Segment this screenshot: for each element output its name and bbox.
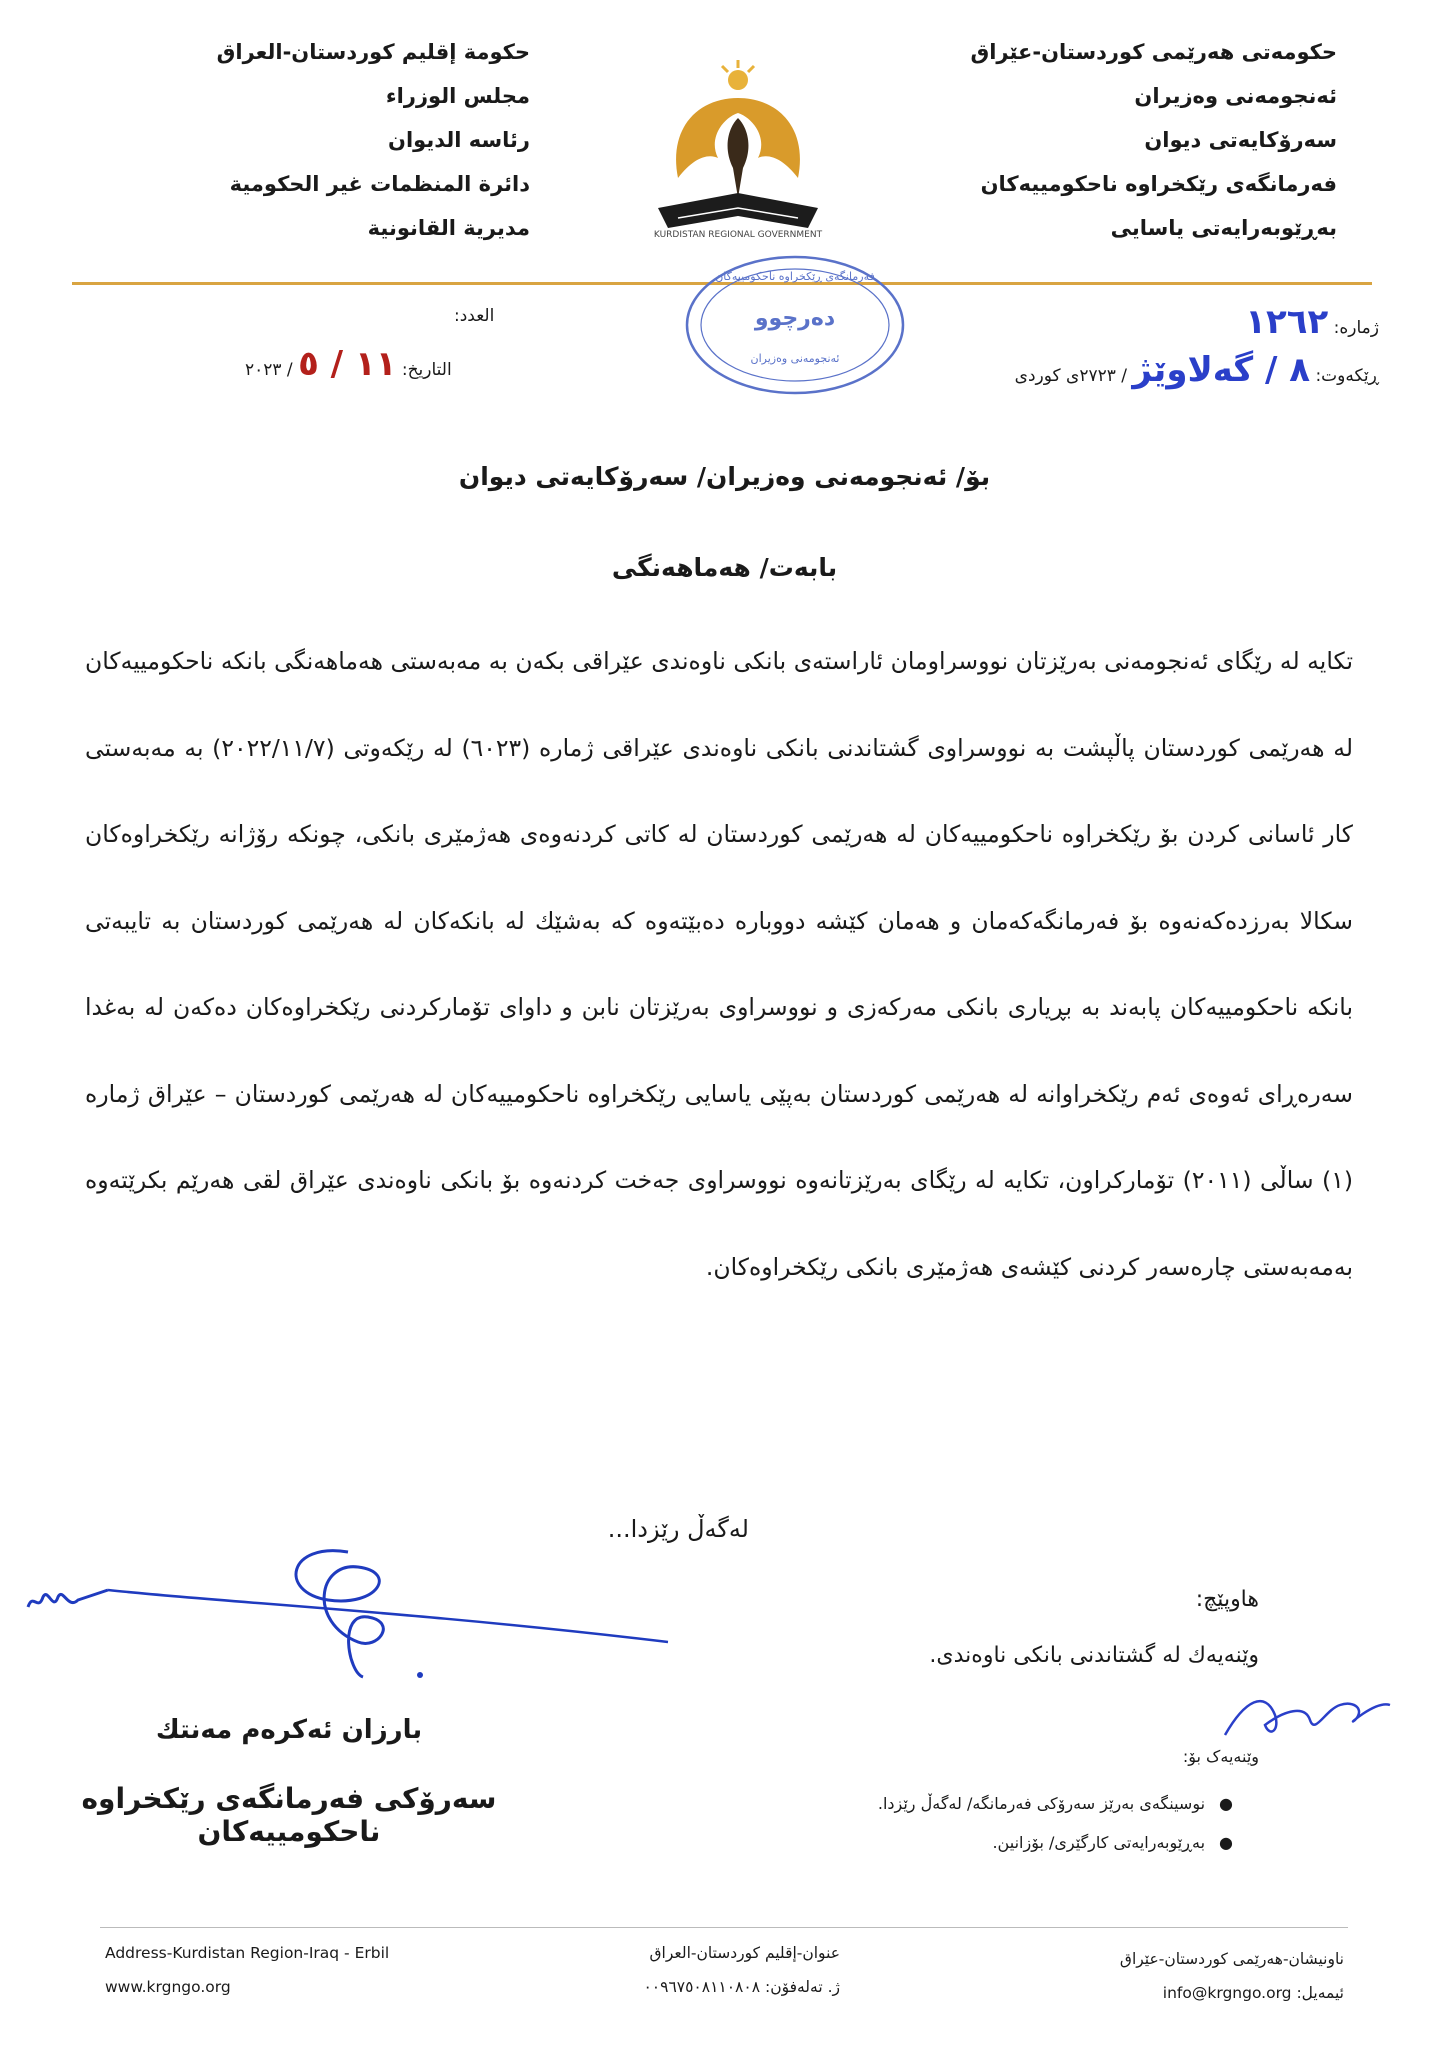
header-kurdish-line: فەرمانگەی رێکخراوە ناحکومییەکان <box>980 172 1337 196</box>
cc-label: وێنەیەک بۆ: <box>1182 1747 1259 1766</box>
signature <box>18 1532 678 1682</box>
ref-number-ku <box>1245 302 1379 342</box>
footer-website-link[interactable]: www.krgngo.org <box>105 1978 231 1996</box>
header-kurdish-line: حکومەتی هەرێمی کوردستان-عێراق <box>970 40 1337 64</box>
stamp-line: ئەنجومەنی وەزیران <box>750 352 840 365</box>
letter-closing: لەگەڵ رێزدا... <box>607 1515 749 1543</box>
header-arabic-line: مديرية القانونية <box>367 216 530 240</box>
ref-date-suffix-ar: / ٢٠٢٣ <box>245 360 293 380</box>
issued-stamp <box>680 250 910 400</box>
bullet-icon: ● <box>1219 1794 1233 1813</box>
footer-address-en: Address-Kurdistan Region-Iraq - Erbil <box>105 1944 390 1962</box>
cc-item-text: نوسینگەی بەرێز سەرۆکی فەرمانگە/ لەگەڵ رێزدا. <box>877 1794 1206 1813</box>
cc-item <box>633 1784 1233 1823</box>
signer-title: سەرۆکی فەرمانگەی رێکخراوە ناحکومییەکان <box>81 1782 497 1848</box>
attachment-item: وێنەیەك لە گشتاندنی بانکی ناوەندی. <box>929 1643 1259 1668</box>
ref-date-suffix: / ٢٧٢٣ی کوردی <box>1014 366 1127 386</box>
letter-subject: بابەت/ هەماهەنگی <box>611 553 838 582</box>
footer-en <box>105 1936 389 2004</box>
letter-body <box>85 618 1353 1310</box>
ref-date-label-ar: التاريخ: <box>401 360 452 380</box>
bullet-icon: ● <box>1219 1833 1233 1852</box>
ref-date-label: ڕێکەوت: <box>1315 366 1379 386</box>
ref-number-value: ١٢٦٢ <box>1245 302 1329 342</box>
header-kurdish-line: بەڕێوبەرایەتی یاسایی <box>1110 216 1337 240</box>
header-arabic-line: دائرة المنظمات غير الحكومية <box>229 172 530 196</box>
footer-email-label: ئیمەیل: <box>1296 1984 1344 2002</box>
footer-address-ku: ناونیشان-هەرێمی کوردستان-عێراق <box>1119 1950 1344 1968</box>
ref-number-label: ژمارە: <box>1333 318 1379 338</box>
header-kurdish <box>867 30 1337 250</box>
letter-body-text: تکایە لە رێگای ئەنجومەنی بەرێزتان نووسراومان ئاراستەی بانکی ناوەندی عێراقی بکەن بە مەبەستی هەماهەنگی بانکە ناحکومییەکان لە هەرێمی کوردستان پاڵپشت بە نووسراوی گشتاندنی بانکی ناوەندی عێراقی ژمارە (٦٠٢٣) لە رێکەوتی (٢٠٢٢/١١/٧) بە مەبەستی کار ئاسانی کردن بۆ رێکخراوە ناحکومییەکان لە هەرێمی کوردستان لە کاتی کردنەوەی هەژمێری بانکی، چونکە رۆژانە رێکخراوەکان سکالا بەرزدەکەنەوە بۆ فەرمانگەکەمان و هەمان کێشە دووبارە دەبێتەوە کە بەشێك لە بانکەکان لە هەرێمی کوردستان بە تایبەتی بانکە ناحکومییەکان پابەند بە بڕیاری بانکی مەرکەزی و نووسراوی بەرێزتان نابن و داوای تۆمارکردنی رێکخراوەکان دەکەن لە بەغدا سەرەڕای ئەوەی ئەم رێکخراوانە لە هەرێمی کوردستان بەپێی یاسایی رێکخراوە ناحکومییەکان لە هەرێمی کوردستان – عێراق ژمارە (١) ساڵی (٢٠١١) تۆمارکراون، تکایە لە رێگای بەرێزتانەوە نووسراوی جەخت کردنەوە بۆ بانکی ناوەندی عێراق لقی هەرێم بکرێتەوە بەمەبەستی چارەسەر کردنی کێشەی هەژمێری بانکی رێکخراوەکان. <box>85 647 1353 1281</box>
header-kurdish-line: ئەنجومەنی وەزیران <box>1134 84 1337 108</box>
footer-ku <box>984 1942 1344 2010</box>
ref-date-ku <box>1015 350 1379 390</box>
letter-recipient: بۆ/ ئەنجومەنی وەزیران/ سەرۆکایەتی دیوان <box>458 462 991 491</box>
signer-name: بارزان ئەکرەم مەنتك <box>155 1715 423 1745</box>
cc-item <box>633 1823 1233 1862</box>
header-arabic <box>150 30 530 250</box>
stamp-line: دەرچوو <box>754 306 836 331</box>
footer-phone: ژ. تەلەفۆن: ٠٠٩٦٧٥٠٨١١٠٨٠٨ <box>643 1978 840 1996</box>
ref-date-value-ar: ١١ / ٥ <box>298 344 397 384</box>
footer-email-link[interactable]: info@krgngo.org <box>1162 1984 1292 2002</box>
ref-number-label-ar: العدد: <box>454 306 495 326</box>
krg-emblem-icon <box>638 58 838 258</box>
ref-number-ar <box>454 306 494 326</box>
header-arabic-line: حكومة إقليم كوردستان-العراق <box>216 40 530 64</box>
footer-divider <box>100 1927 1348 1928</box>
stamp-line: فەرمانگەی ڕێکخراوە ناحکومییەکان <box>715 270 875 283</box>
header-arabic-line: رئاسه الديوان <box>388 128 530 152</box>
cc-list <box>633 1784 1273 1862</box>
footer-address-ar: عنوان-إقليم كوردستان-العراق <box>649 1944 840 1962</box>
attachment-label: هاوپێچ: <box>1195 1587 1259 1612</box>
header-arabic-line: مجلس الوزراء <box>385 84 530 108</box>
ref-date-ar <box>245 344 452 384</box>
ref-date-value: ٨ / گەلاوێژ <box>1132 350 1311 390</box>
logo-caption: KURDISTAN REGIONAL GOVERNMENT <box>653 230 823 240</box>
footer-ar <box>600 1936 840 2004</box>
initials-signature <box>1215 1680 1405 1750</box>
cc-item-text: بەڕێوبەرایەتی کارگێری/ بۆزانین. <box>992 1833 1206 1852</box>
footer-email-row <box>984 1976 1344 2010</box>
header-kurdish-line: سەرۆکایەتی دیوان <box>1144 128 1337 152</box>
